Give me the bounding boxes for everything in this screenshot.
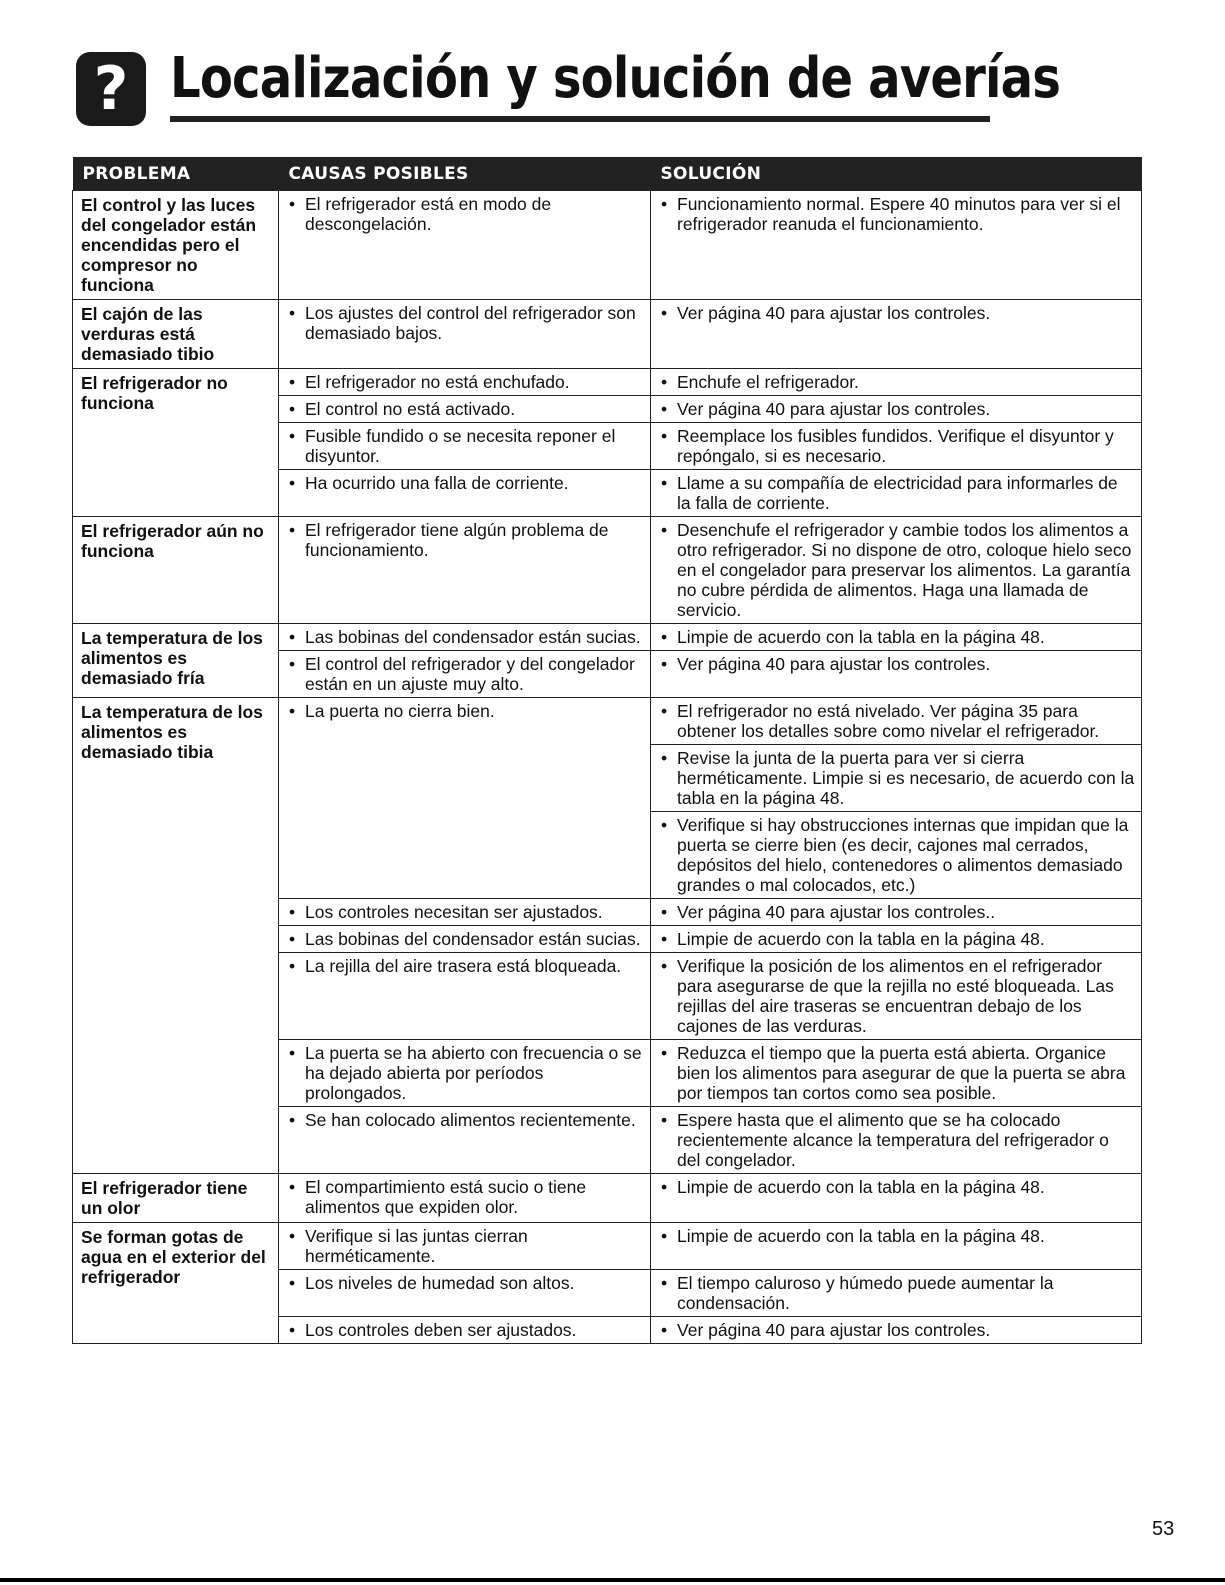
cause-text: Los niveles de humedad son altos. [305, 1273, 575, 1293]
cause-text: Los ajustes del control del refrigerador son demasiado bajos. [305, 303, 636, 343]
cause-text: Las bobinas del condensador están sucias. [305, 929, 641, 949]
bullet-icon: • [661, 929, 668, 949]
solution-text: Llame a su compañía de electricidad para informarles de la falla de corriente. [677, 473, 1118, 513]
cause-cell [279, 698, 651, 899]
cause-text: El refrigerador está en modo de descongelación. [305, 194, 552, 234]
solution-text: Limpie de acuerdo con la tabla en la página 48. [677, 929, 1045, 949]
cause-cell [279, 624, 651, 651]
problem-cell: El refrigerador aún no funciona [73, 517, 279, 624]
bullet-icon: • [289, 303, 296, 323]
solution-cell [651, 1270, 1142, 1317]
cause-cell [279, 926, 651, 953]
bullet-icon: • [661, 1273, 668, 1293]
cause-text: El control no está activado. [305, 399, 516, 419]
table-row [73, 369, 1142, 396]
header-solution: SOLUCIÓN [651, 157, 1142, 191]
cause-text: El control del refrigerador y del congelador están en un ajuste muy alto. [305, 654, 635, 694]
bullet-icon: • [661, 426, 668, 446]
cause-cell [279, 953, 651, 1040]
bullet-icon: • [289, 1320, 296, 1340]
solution-cell [651, 396, 1142, 423]
cause-cell [279, 1040, 651, 1107]
bullet-icon: • [661, 520, 668, 540]
cause-cell [279, 1223, 651, 1270]
bullet-icon: • [289, 473, 296, 493]
problem-cell: El refrigerador no funciona [73, 369, 279, 517]
bullet-icon: • [661, 1177, 668, 1197]
cause-cell [279, 369, 651, 396]
table-row [73, 1223, 1142, 1270]
table-header-row [73, 157, 1142, 191]
solution-cell [651, 1317, 1142, 1344]
solution-text: Ver página 40 para ajustar los controles. [677, 399, 991, 419]
header-problem: PROBLEMA [73, 157, 279, 191]
bullet-icon: • [289, 194, 296, 214]
solution-cell [651, 1223, 1142, 1270]
troubleshooting-table [72, 157, 1142, 1344]
solution-cell [651, 470, 1142, 517]
bullet-icon: • [289, 520, 296, 540]
bullet-icon: • [289, 956, 296, 976]
bullet-icon: • [661, 303, 668, 323]
solution-text: Enchufe el refrigerador. [677, 372, 859, 392]
bullet-icon: • [289, 902, 296, 922]
cause-cell [279, 1270, 651, 1317]
solution-cell [651, 1174, 1142, 1223]
bottom-rule [0, 1578, 1225, 1582]
solution-cell [651, 698, 1142, 899]
bullet-icon: • [661, 627, 668, 647]
table-row [73, 517, 1142, 624]
solution-text: El refrigerador no está nivelado. Ver página 35 para obtener los detalles sobre como nivelar el refrigerador. [677, 701, 1100, 741]
bullet-icon: • [289, 1110, 296, 1130]
problem-cell: El cajón de las verduras está demasiado tibio [73, 300, 279, 369]
bullet-icon: • [289, 1226, 296, 1246]
bullet-icon: • [289, 627, 296, 647]
cause-text: Las bobinas del condensador están sucias. [305, 627, 641, 647]
table-row [73, 698, 1142, 899]
bullet-icon: • [661, 815, 668, 835]
cause-cell [279, 1174, 651, 1223]
cause-text: Ha ocurrido una falla de corriente. [305, 473, 569, 493]
bullet-icon: • [661, 1320, 668, 1340]
solution-text: Limpie de acuerdo con la tabla en la página 48. [677, 1226, 1045, 1246]
bullet-icon: • [289, 1043, 296, 1063]
cause-cell [279, 470, 651, 517]
table-row [73, 191, 1142, 300]
solution-cell [651, 899, 1142, 926]
bullet-icon: • [289, 929, 296, 949]
cause-text: Se han colocado alimentos recientemente. [305, 1110, 636, 1130]
cause-text: La puerta no cierra bien. [305, 701, 495, 721]
cause-text: Los controles deben ser ajustados. [305, 1320, 577, 1340]
bullet-icon: • [661, 748, 668, 768]
cause-cell [279, 300, 651, 369]
solution-cell [651, 926, 1142, 953]
cause-text: Verifique si las juntas cierran herméticamente. [305, 1226, 528, 1266]
problem-cell: Se forman gotas de agua en el exterior del refrigerador [73, 1223, 279, 1344]
solution-text: Ver página 40 para ajustar los controles. [677, 303, 991, 323]
solution-text: Espere hasta que el alimento que se ha colocado recientemente alcance la temperatura del refrigerador o del congelador. [677, 1110, 1109, 1170]
cause-cell [279, 899, 651, 926]
bullet-icon: • [289, 701, 296, 721]
bullet-icon: • [661, 902, 668, 922]
bullet-icon: • [661, 1226, 668, 1246]
solution-cell [651, 191, 1142, 300]
solution-text: El tiempo caluroso y húmedo puede aumentar la condensación. [677, 1273, 1054, 1313]
solution-text: Ver página 40 para ajustar los controles. [677, 654, 991, 674]
page-number: 53 [1152, 1518, 1175, 1540]
title-underline [170, 116, 990, 122]
solution-text: Reemplace los fusibles fundidos. Verifique el disyuntor y repóngalo, si es necesario. [677, 426, 1114, 466]
cause-text: Fusible fundido o se necesita reponer el disyuntor. [305, 426, 616, 466]
bullet-icon: • [289, 372, 296, 392]
cause-cell [279, 423, 651, 470]
cause-text: La rejilla del aire trasera está bloqueada. [305, 956, 622, 976]
cause-cell [279, 191, 651, 300]
bullet-icon: • [289, 426, 296, 446]
problem-cell: La temperatura de los alimentos es demasiado tibia [73, 698, 279, 1174]
cause-cell [279, 1107, 651, 1174]
header-causes: CAUSAS POSIBLES [279, 157, 651, 191]
solution-text: Ver página 40 para ajustar los controles.. [677, 902, 996, 922]
cause-cell [279, 517, 651, 624]
solution-cell [651, 651, 1142, 698]
solution-cell [651, 1107, 1142, 1174]
solution-text: Limpie de acuerdo con la tabla en la página 48. [677, 1177, 1045, 1197]
solution-text: Revise la junta de la puerta para ver si cierra herméticamente. Limpie si es necesario, de acuerdo con la tabla en la página 48. [677, 748, 1135, 808]
cause-cell [279, 651, 651, 698]
solution-text: Ver página 40 para ajustar los controles. [677, 1320, 991, 1340]
solution-cell [651, 953, 1142, 1040]
solution-cell [651, 1040, 1142, 1107]
bullet-icon: • [661, 194, 668, 214]
bullet-icon: • [661, 956, 668, 976]
bullet-icon: • [661, 701, 668, 721]
question-icon: ? [76, 52, 146, 126]
solution-cell [651, 300, 1142, 369]
solution-cell [651, 423, 1142, 470]
cause-cell [279, 1317, 651, 1344]
bullet-icon: • [289, 1273, 296, 1293]
solution-text: Verifique si hay obstrucciones internas que impidan que la puerta se cierre bien (es decir, cajones mal cerrados, depósitos del hielo, contenedores o alimentos demasiado grandes o mal colocados, etc.) [677, 815, 1129, 895]
table-row [73, 300, 1142, 369]
cause-text: El refrigerador tiene algún problema de funcionamiento. [305, 520, 609, 560]
cause-text: Los controles necesitan ser ajustados. [305, 902, 603, 922]
page-title: Localización y solución de averías [170, 46, 1061, 111]
solution-cell [651, 624, 1142, 651]
bullet-icon: • [661, 1043, 668, 1063]
bullet-icon: • [289, 654, 296, 674]
bullet-icon: • [661, 372, 668, 392]
table-row [73, 1174, 1142, 1223]
problem-cell: El control y las luces del congelador están encendidas pero el compresor no funciona [73, 191, 279, 300]
bullet-icon: • [289, 399, 296, 419]
problem-cell: La temperatura de los alimentos es demasiado fría [73, 624, 279, 698]
bullet-icon: • [289, 1177, 296, 1197]
cause-text: La puerta se ha abierto con frecuencia o se ha dejado abierta por períodos prolongados. [305, 1043, 642, 1103]
bullet-icon: • [661, 654, 668, 674]
bullet-icon: • [661, 473, 668, 493]
solution-text: Reduzca el tiempo que la puerta está abierta. Organice bien los alimentos para asegurar de que la puerta se abra por tiempos tan cortos como sea posible. [677, 1043, 1126, 1103]
page-header [72, 40, 1061, 126]
bullet-icon: • [661, 1110, 668, 1130]
table-row [73, 624, 1142, 651]
solution-cell [651, 517, 1142, 624]
cause-cell [279, 396, 651, 423]
bullet-icon: • [661, 399, 668, 419]
solution-cell [651, 369, 1142, 396]
solution-text: Funcionamiento normal. Espere 40 minutos para ver si el refrigerador reanuda el funcionamiento. [677, 194, 1121, 234]
cause-text: El compartimiento está sucio o tiene alimentos que expiden olor. [305, 1177, 587, 1217]
cause-text: El refrigerador no está enchufado. [305, 372, 570, 392]
problem-cell: El refrigerador tiene un olor [73, 1174, 279, 1223]
solution-text: Verifique la posición de los alimentos en el refrigerador para asegurarse de que la rejilla no esté bloqueada. Las rejillas del aire traseras se encuentran debajo de los cajones de las verduras. [677, 956, 1114, 1036]
table-body [73, 191, 1142, 1344]
solution-text: Limpie de acuerdo con la tabla en la página 48. [677, 627, 1045, 647]
solution-text: Desenchufe el refrigerador y cambie todos los alimentos a otro refrigerador. Si no dispone de otro, coloque hielo seco en el congelador para preservar los alimentos. La garantía no cubre pérdida de alimentos. Haga una llamada de servicio. [677, 520, 1132, 620]
